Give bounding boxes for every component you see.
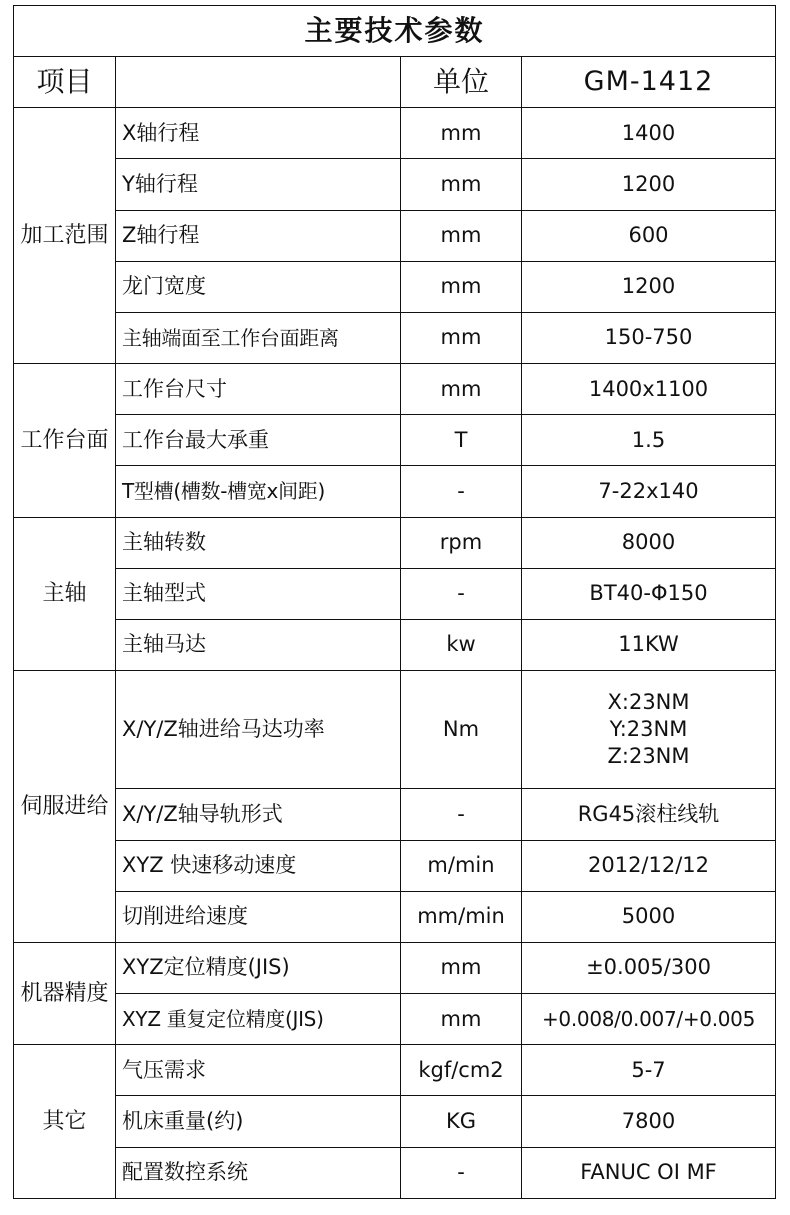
row-value <box>522 671 776 789</box>
group-servo-feed: 伺服进给 <box>14 671 116 943</box>
table-row <box>14 671 776 789</box>
table-row <box>14 312 776 363</box>
row-unit: mm <box>401 159 522 210</box>
row-unit: mm <box>401 312 522 363</box>
header-blank <box>116 57 401 108</box>
table-row <box>14 364 776 415</box>
row-unit: mm <box>401 364 522 415</box>
row-unit: - <box>401 568 522 619</box>
row-item: 工作台最大承重 <box>116 415 401 466</box>
row-unit: mm <box>401 210 522 261</box>
row-value: 1400x1100 <box>522 364 776 415</box>
table-row <box>14 159 776 210</box>
row-item: 主轴转数 <box>116 517 401 568</box>
row-unit: - <box>401 1147 522 1198</box>
row-item: Z轴行程 <box>116 210 401 261</box>
row-unit: - <box>401 789 522 840</box>
row-value: FANUC OI MF <box>522 1147 776 1198</box>
row-value: 2012/12/12 <box>522 840 776 891</box>
row-item: XYZ定位精度(JIS) <box>116 942 401 993</box>
row-item: 切削进给速度 <box>116 891 401 942</box>
row-unit: Nm <box>401 671 522 789</box>
table-row <box>14 789 776 840</box>
row-value: 1200 <box>522 159 776 210</box>
row-value-line: Z:23NM <box>607 744 690 769</box>
table-row <box>14 568 776 619</box>
table-row <box>14 108 776 159</box>
row-value: 1200 <box>522 261 776 312</box>
table-row <box>14 415 776 466</box>
row-item: 配置数控系统 <box>116 1147 401 1198</box>
row-value: BT40-Φ150 <box>522 568 776 619</box>
table-row <box>14 261 776 312</box>
row-item: T型槽(槽数-槽宽x间距) <box>116 466 401 517</box>
row-value: 7800 <box>522 1096 776 1147</box>
row-unit: mm/min <box>401 891 522 942</box>
row-value-line: X:23NM <box>607 689 690 714</box>
row-unit: T <box>401 415 522 466</box>
row-item: Y轴行程 <box>116 159 401 210</box>
row-unit: rpm <box>401 517 522 568</box>
table-row <box>14 619 776 670</box>
header-unit: 单位 <box>401 57 522 108</box>
table-title: 主要技术参数 <box>14 6 776 57</box>
row-value: ±0.005/300 <box>522 942 776 993</box>
spec-table <box>13 5 776 1199</box>
table-row <box>14 840 776 891</box>
row-item: 主轴端面至工作台面距离 <box>116 312 401 363</box>
row-value: 1.5 <box>522 415 776 466</box>
row-item: 工作台尺寸 <box>116 364 401 415</box>
row-item: X/Y/Z轴导轨形式 <box>116 789 401 840</box>
row-value: 5-7 <box>522 1045 776 1096</box>
row-unit: kgf/cm2 <box>401 1045 522 1096</box>
row-item: 主轴型式 <box>116 568 401 619</box>
header-item: 项目 <box>14 57 116 108</box>
header-model: GM-1412 <box>522 57 776 108</box>
header-row <box>14 57 776 108</box>
row-unit: - <box>401 466 522 517</box>
row-value: 11KW <box>522 619 776 670</box>
row-unit: mm <box>401 994 522 1045</box>
row-value: 5000 <box>522 891 776 942</box>
row-value: +0.008/0.007/+0.005 <box>522 994 776 1045</box>
group-machine-accuracy: 机器精度 <box>14 942 116 1044</box>
group-other: 其它 <box>14 1045 116 1199</box>
row-value: 7-22x140 <box>522 466 776 517</box>
row-item: 主轴马达 <box>116 619 401 670</box>
row-item: XYZ 快速移动速度 <box>116 840 401 891</box>
table-row <box>14 942 776 993</box>
row-unit: m/min <box>401 840 522 891</box>
table-row <box>14 891 776 942</box>
row-unit: mm <box>401 942 522 993</box>
row-item: XYZ 重复定位精度(JIS) <box>116 994 401 1045</box>
row-value: 150-750 <box>522 312 776 363</box>
row-value: 1400 <box>522 108 776 159</box>
row-unit: kw <box>401 619 522 670</box>
group-spindle: 主轴 <box>14 517 116 670</box>
row-unit: mm <box>401 261 522 312</box>
group-processing-range: 加工范围 <box>14 108 116 364</box>
table-row <box>14 1147 776 1198</box>
table-row <box>14 466 776 517</box>
row-unit: mm <box>401 108 522 159</box>
table-row <box>14 994 776 1045</box>
table-row <box>14 1045 776 1096</box>
row-item: 气压需求 <box>116 1045 401 1096</box>
row-value-line: Y:23NM <box>609 717 688 742</box>
row-unit: KG <box>401 1096 522 1147</box>
row-value: 8000 <box>522 517 776 568</box>
row-item: 机床重量(约) <box>116 1096 401 1147</box>
row-item: X/Y/Z轴进给马达功率 <box>116 671 401 789</box>
table-row <box>14 517 776 568</box>
row-item: 龙门宽度 <box>116 261 401 312</box>
group-worktable: 工作台面 <box>14 364 116 517</box>
row-item: X轴行程 <box>116 108 401 159</box>
table-row <box>14 210 776 261</box>
row-value: 600 <box>522 210 776 261</box>
table-row <box>14 1096 776 1147</box>
row-value: RG45滚柱线轨 <box>522 789 776 840</box>
